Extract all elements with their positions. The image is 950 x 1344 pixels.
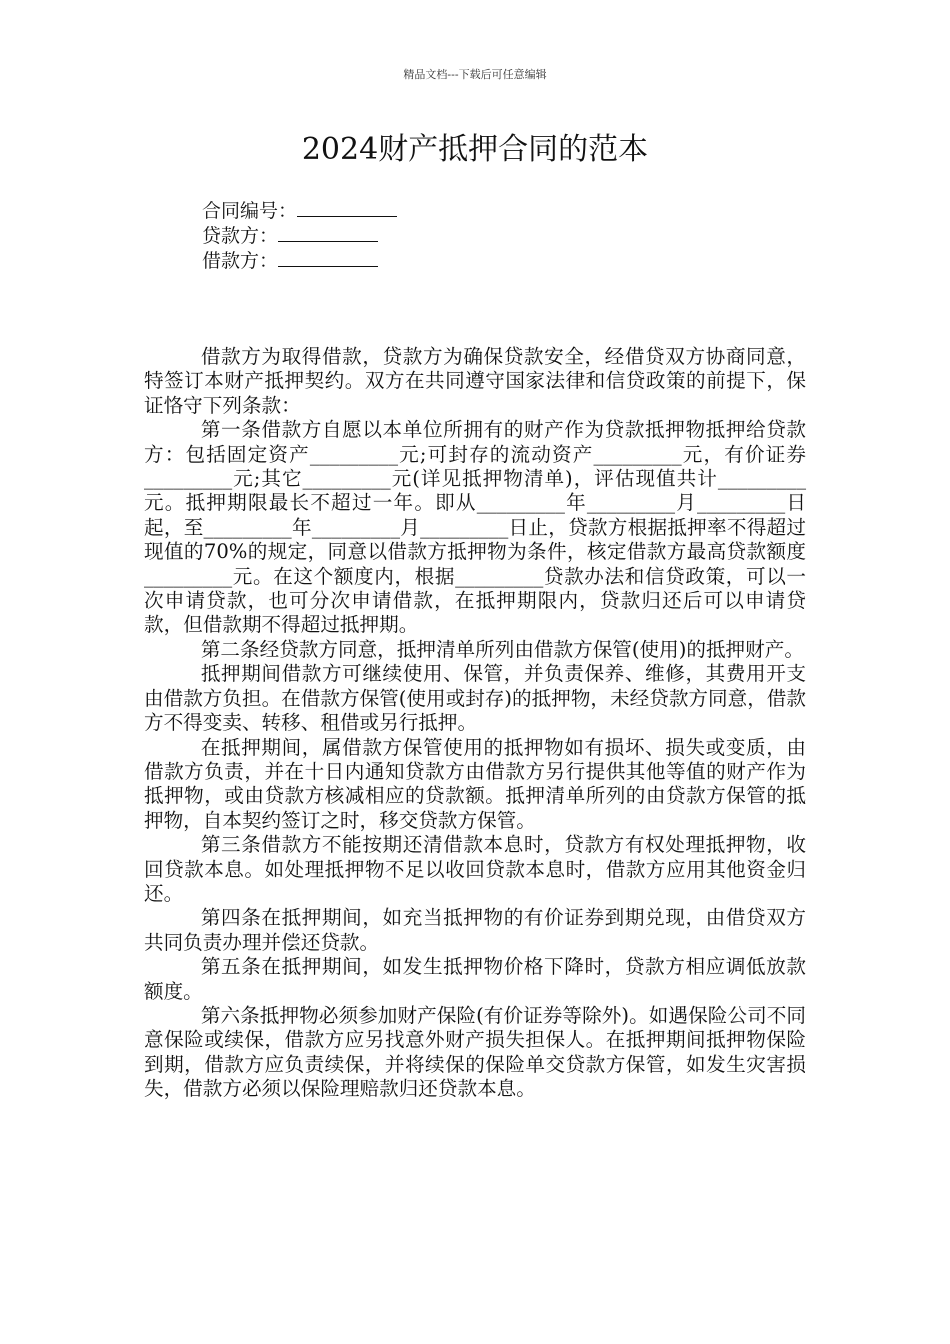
lender-blank (278, 224, 378, 242)
contract-number-label: 合同编号： (202, 200, 298, 222)
paragraph-article-2-use: 抵押期间借款方可继续使用、保管，并负责保养、维修，其费用开支由借款方负担。在借款方保管(使用或封存)的抵押物，未经贷款方同意，借款方不得变卖、转移、租借或另行抵押。 (144, 662, 806, 735)
paragraph-article-4: 第四条在抵押期间，如充当抵押物的有价证券到期兑现，由借贷双方共同负责办理并偿还贷款。 (144, 906, 806, 954)
paragraph-article-2: 第二条经贷款方同意，抵押清单所列由借款方保管(使用)的抵押财产。 (200, 637, 804, 661)
contract-meta (202, 199, 397, 274)
contract-number-blank (297, 199, 397, 217)
borrower-row (202, 249, 397, 274)
contract-body (144, 345, 806, 1102)
paragraph-article-6: 第六条抵押物必须参加财产保险(有价证券等除外)。如遇保险公司不同意保险或续保，借款方应另找意外财产损失担保人。在抵押期间抵押物保险到期，借款方应负责续保，并将续保的保险单交贷款方保管，如发生灾害损失，借款方必须以保险理赔款归还贷款本息。 (144, 1003, 806, 1101)
lender-row (202, 224, 397, 249)
contract-number-row (202, 199, 397, 224)
paragraph-article-1: 第一条借款方自愿以本单位所拥有的财产作为贷款抵押物抵押给贷款方：包括固定资产_________元;可封存的流动资产_________元，有价证券_________元;其它_________元(详见抵押物清单)，评估现值共计_________元。抵押期限最长不超过一年。即从_________年_________月_________日起，至_________年_________月_________日止，贷款方根据抵押率不得超过现值的70%的规定，同意以借款方抵押物为条件，核定借款方最高贷款额度_________元。在这个额度内，根据_________贷款办法和信贷政策，可以一次申请贷款，也可分次申请借款，在抵押期限内，贷款归还后可以申请贷款，但借款期不得超过抵押期。 (144, 418, 806, 637)
paragraph-article-2-damage: 在抵押期间，属借款方保管使用的抵押物如有损坏、损失或变质，由借款方负责，并在十日内通知贷款方由借款方另行提供其他等值的财产作为抵押物，或由贷款方核减相应的贷款额。抵押清单所列的由贷款方保管的抵押物，自本契约签订之时，移交贷款方保管。 (144, 735, 806, 832)
paragraph-article-3: 第三条借款方不能按期还清借款本息时，贷款方有权处理抵押物，收回贷款本息。如处理抵押物不足以收回贷款本息时，借款方应用其他资金归还。 (144, 833, 806, 905)
lender-label: 贷款方： (202, 225, 279, 247)
header-note: 精品文档---下载后可任意编辑 (403, 68, 547, 81)
paragraph-article-5: 第五条在抵押期间，如发生抵押物价格下降时，贷款方相应调低放款额度。 (144, 955, 806, 1003)
paragraph-preamble: 借款方为取得借款，贷款方为确保贷款安全，经借贷双方协商同意，特签订本财产抵押契约。双方在共同遵守国家法律和信贷政策的前提下，保证恪守下列条款： (144, 345, 806, 417)
document-title: 2024财产抵押合同的范本 (301, 132, 649, 167)
borrower-label: 借款方： (202, 250, 279, 272)
borrower-blank (278, 249, 378, 267)
